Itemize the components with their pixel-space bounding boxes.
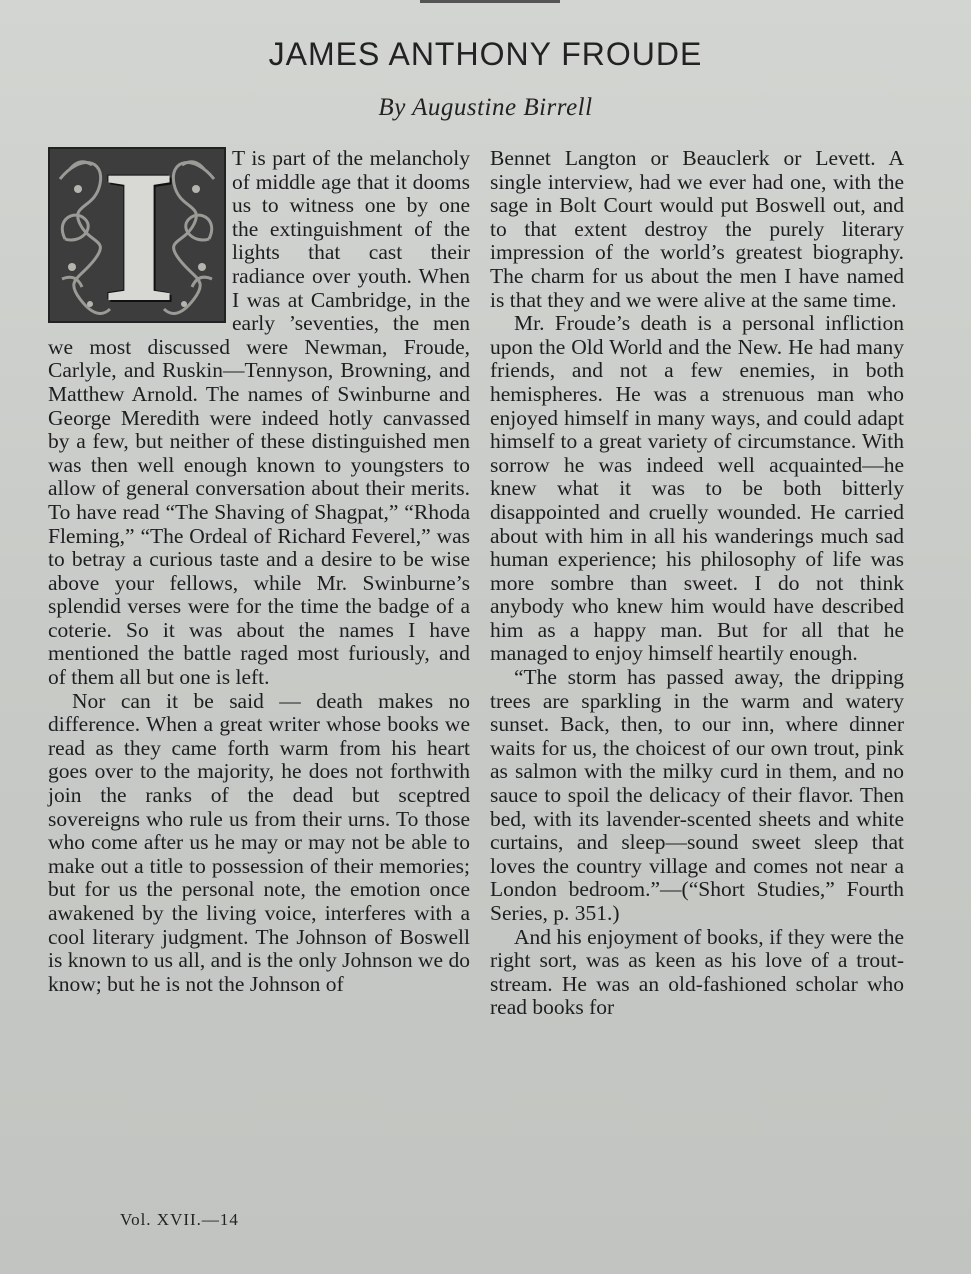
drop-cap-letter: I (102, 147, 176, 323)
left-paragraph-2: Nor can it be said — death makes no difference. When a great writer whose books we read as they came forth warm from his heart goes over to the majority, he does not forthwith join the ranks of the dead but sceptred sovereigns who rule us from their urns. To those who come after us he may or may not be able to make out a title to possession of their memories; but for us the personal note, the emotion once awakened by the living voice, interferes with a cool literary judgment. The Johnson of Boswell is known to us all, and is the only Johnson we do know; but he is not the Johnson of (48, 688, 470, 996)
left-column (48, 147, 470, 996)
right-column (490, 147, 904, 1020)
article-byline: By Augustine Birrell (378, 94, 593, 121)
ornamental-drop-cap (48, 147, 226, 323)
right-paragraph-3: “The storm has passed away, the dripping trees are sparkling in the warm and watery sunset. Back, then, to our inn, where dinner waits for us, the choicest of our own trout, pink as salmon with the milky curd in them, and no sauce to spoil the delicacy of their flavor. Then bed, with its lavender-scented sheets and white curtains, and sleep—sound sweet sleep that loves the country village and comes not near a London bedroom.”—(“Short Studies,” Fourth Series, p. 351.) (490, 665, 904, 925)
left-paragraph-1: T is part of the melancholy of middle age that it dooms us to witness one by one the extinguishment of the lights that cast their radiance over youth. When I was at Cambridge, in the early ’seventies, the men we most discussed were Newman, Froude, Carlyle, and Ruskin—Tennyson, Browning, and Matthew Arnold. The names of Swinburne and George Meredith were indeed hotly canvassed by a few, but neither of these distinguished men was then well enough known to youngsters to allow of general conversation about their merits. To have read “The Shaving of Shagpat,” “Rhoda Fleming,” “The Ordeal of Richard Feverel,” was to betray a curious taste and a desire to be wise above your fellows, while Mr. Swinburne’s splendid verses were for the time the badge of a coterie. So it was about the names I have mentioned the battle raged most furiously, and of them all but one is left. (48, 146, 470, 690)
right-paragraph-1: Bennet Langton or Beauclerk or Levett. A single interview, had we ever had one, with the sage in Bolt Court would put Boswell out, and to that extent destroy the purely literary impression of the world’s greatest biography. The charm for us about the men I have named is that they and we were alive at the same time. (490, 146, 904, 312)
right-paragraph-4: And his enjoyment of books, if they were the right sort, was as keen as his love of a trout-stream. He was an old-fashioned scholar who read books for (490, 924, 904, 1020)
top-rule (420, 0, 560, 3)
article-title: JAMES ANTHONY FROUDE (268, 36, 703, 72)
right-paragraph-2: Mr. Froude’s death is a personal infliction upon the Old World and the New. He had many friends, and not a few enemies, in both hemispheres. He was a strenuous man who enjoyed himself in many ways, and could adapt himself to a great variety of circumstance. With sorrow he was indeed well acquainted—he knew what it was to be both bitterly disappointed and cruelly wounded. He carried about with him in all his wanderings much sad human experience; his philosophy of life was more sombre than sweet. I do not think anybody who knew him would have described him as a happy man. But for all that he managed to enjoy himself heartily enough. (490, 311, 904, 666)
page-footer-volume: Vol. XVII.—14 (120, 1210, 239, 1229)
